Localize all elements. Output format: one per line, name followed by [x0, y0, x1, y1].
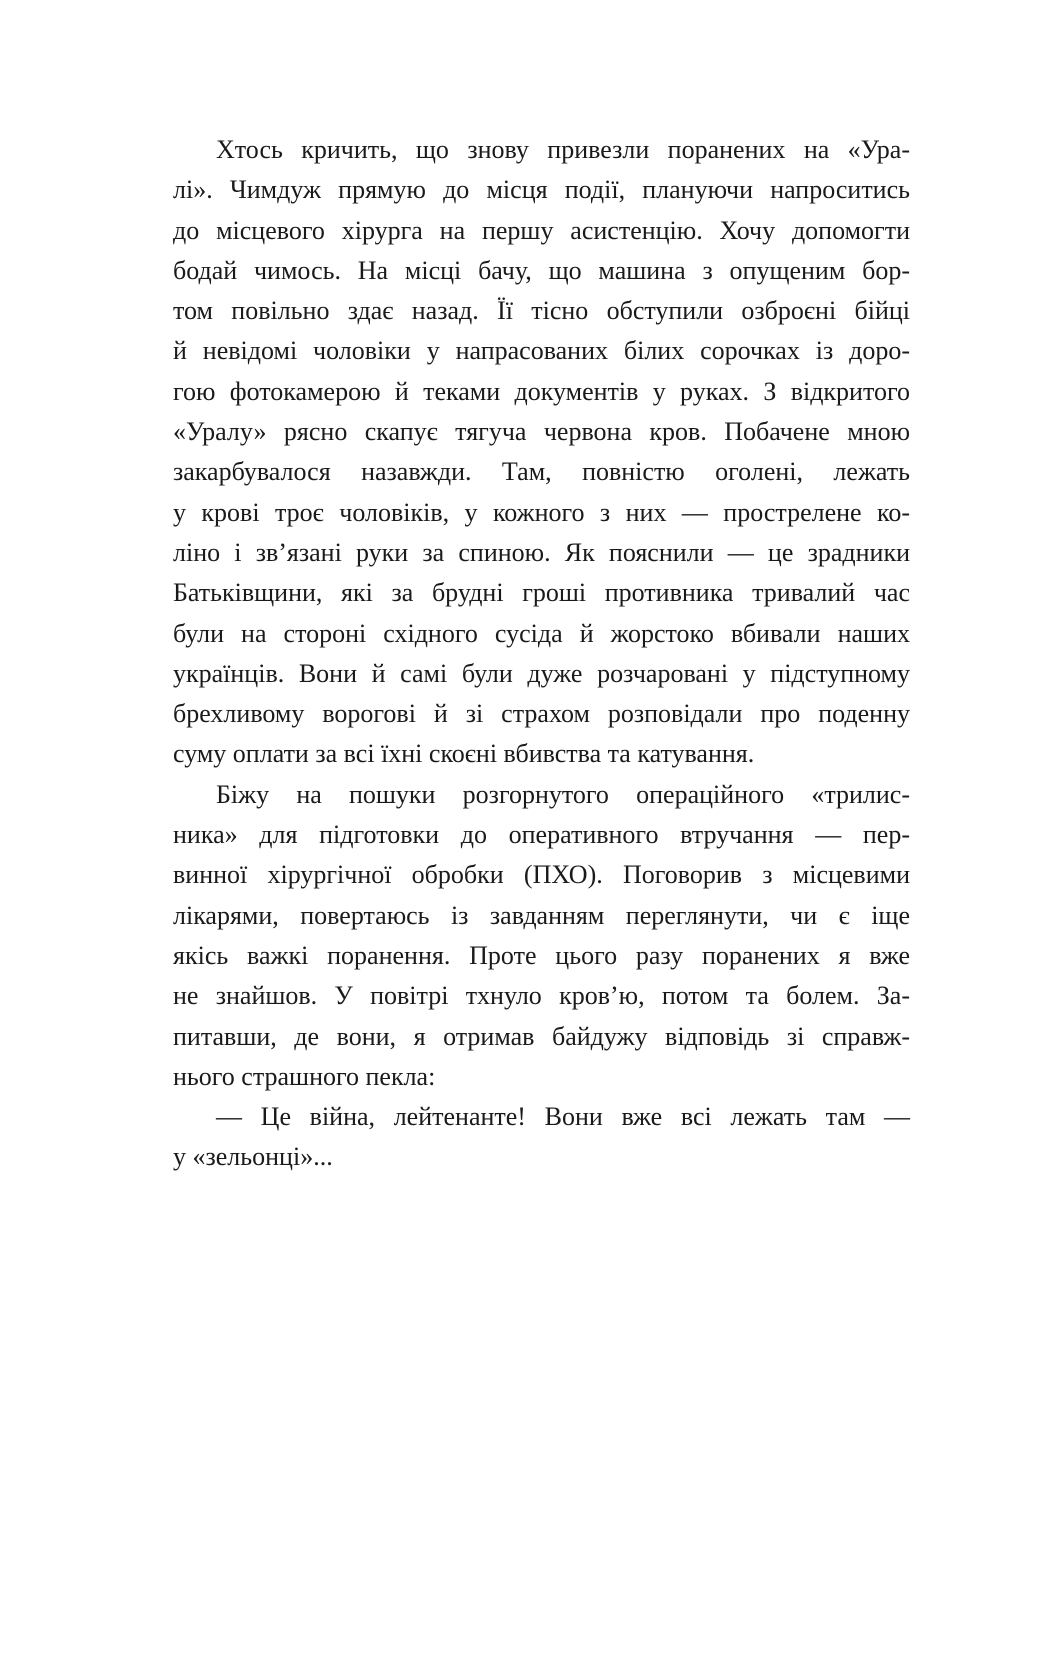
paragraph-1 — [173, 130, 910, 775]
text-line: нього страшного пекла: — [173, 1061, 436, 1091]
text-line: лікарями, повертаюсь із завданням переглянути, чи є іще — [173, 900, 910, 930]
text-line: питавши, де вони, я отримав байдужу відповідь зі справж- — [173, 1021, 910, 1051]
text-line: закарбувалося назавжди. Там, повністю оголені, лежать — [173, 457, 910, 487]
text-line: «Уралу» рясно скапує тягуча червона кров. Побачене мною — [173, 417, 910, 447]
paragraph-3 — [173, 1097, 910, 1178]
text-line: Батьківщини, які за брудні гроші противника тривалий час — [173, 578, 910, 608]
text-line: у крові троє чоловіків, у кожного з них — прострелене ко- — [173, 497, 910, 527]
text-line: Хтось кричить, що знову привезли поранених на «Ура- — [216, 135, 910, 164]
text-line: у «зельонці»... — [173, 1142, 333, 1172]
text-line: не знайшов. У повітрі тхнуло кров’ю, потом та болем. За- — [173, 981, 910, 1011]
text-line: — Це війна, лейтенанте! Вони вже всі лежать там — — [216, 1102, 910, 1132]
text-line: том повільно здає назад. Її тісно обступили озброєні бійці — [173, 296, 910, 326]
text-line: винної хірургічної обробки (ПХО). Поговорив з місцевими — [173, 860, 910, 890]
text-line: були на стороні східного сусіда й жорстоко вбивали наших — [173, 618, 910, 648]
text-line: суму оплати за всі їхні скоєні вбивства та катування. — [173, 739, 755, 769]
text-line: брехливому ворогові й зі страхом розповідали про поденну — [173, 699, 910, 729]
text-line: до місцевого хірурга на першу асистенцію. Хочу допомогти — [173, 215, 910, 245]
text-line: гою фотокамерою й теками документів у руках. З відкритого — [173, 376, 910, 406]
text-line: Біжу на пошуки розгорнутого операційного «трилис- — [216, 779, 910, 809]
text-line: бодай чимось. На місці бачу, що машина з опущеним бор- — [173, 255, 910, 285]
text-line: українців. Вони й самі були дуже розчаровані у підступному — [173, 658, 910, 688]
body-text — [173, 130, 910, 1178]
paragraph-2 — [173, 775, 910, 1097]
text-line: ліно і зв’язані руки за спиною. Як пояснили — це зрадники — [173, 537, 910, 567]
text-line: й невідомі чоловіки у напрасованих білих сорочках із доро- — [173, 336, 910, 366]
text-line: якісь важкі поранення. Проте цього разу поранених я вже — [173, 940, 910, 970]
text-line: ника» для підготовки до оперативного втручання — пер- — [173, 820, 910, 850]
text-line: лі». Чимдуж прямую до місця події, плануючи напроситись — [173, 175, 910, 205]
